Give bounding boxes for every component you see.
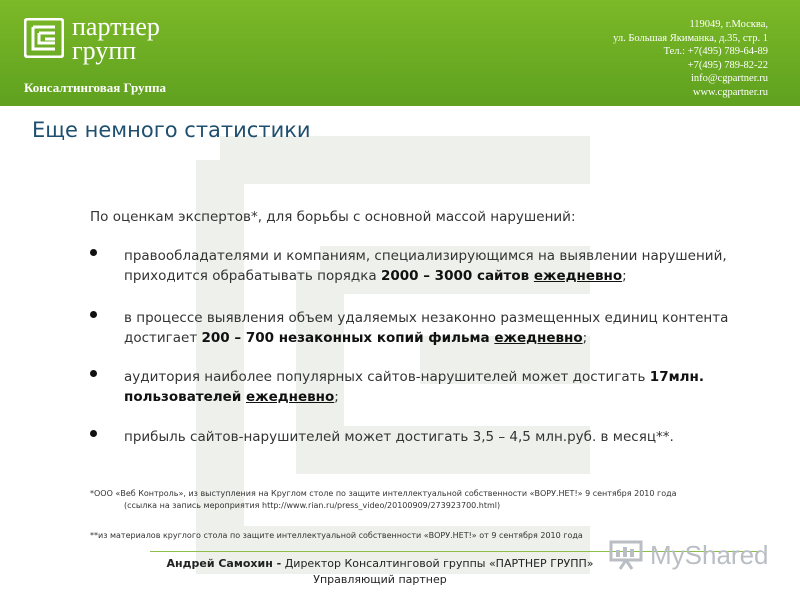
logo-text-line2: групп bbox=[72, 36, 137, 65]
footnote-2: **из материалов круглого стола по защите интеллектуальной собственности «ВОРУ.НЕТ!» от 9 сентября 2010 года bbox=[90, 531, 583, 540]
bullet-text: правообладателями и компаниям, специализирующимся на выявлении нарушений, приходится обрабатывать порядка bbox=[124, 248, 727, 284]
list-item bbox=[90, 427, 730, 447]
contact-phone: +7(495) 789-82-22 bbox=[687, 59, 768, 71]
author-name: Андрей Самохин - bbox=[166, 557, 282, 570]
contact-email[interactable]: info@cgpartner.ru bbox=[690, 73, 768, 84]
list-item bbox=[90, 367, 730, 407]
contact-line: 119049, г.Москва, bbox=[689, 19, 768, 30]
bullet-text: аудитория наиболее популярных сайтов-нарушителей может достигать bbox=[124, 369, 650, 385]
contact-block bbox=[613, 18, 768, 99]
bullet-underline: ежедневно bbox=[245, 389, 335, 405]
bullet-icon bbox=[90, 311, 97, 318]
author-block bbox=[150, 556, 610, 588]
contact-line: ул. Большая Якиманка, д.35, стр. 1 bbox=[613, 32, 768, 44]
bullet-text: прибыль сайтов-нарушителей может достигать 3,5 – 4,5 млн.руб. в месяц**. bbox=[124, 429, 674, 445]
bullet-underline: ежедневно bbox=[494, 330, 583, 346]
presentation-icon bbox=[608, 538, 644, 570]
bullet-tail: ; bbox=[334, 389, 339, 405]
contact-phone: Тел.: +7(495) 789-64-89 bbox=[663, 46, 768, 57]
bullet-list bbox=[90, 246, 730, 447]
myshared-watermark bbox=[608, 538, 768, 572]
author-role-line2: Управляющий партнер bbox=[313, 573, 447, 586]
partner-group-logo-icon bbox=[24, 18, 64, 58]
footnote-1-link[interactable]: (ссылка на запись мероприятия http://www.rian.ru/press_video/20100909/273923700.html) bbox=[124, 501, 501, 510]
logo-text-line1: партнер bbox=[72, 12, 160, 41]
list-item bbox=[90, 246, 730, 286]
bullet-tail: ; bbox=[582, 330, 588, 346]
footnote-1 bbox=[90, 488, 677, 512]
bullet-underline: ежедневно bbox=[533, 268, 623, 284]
intro-text: По оценкам экспертов*, для борьбы с основной массой нарушений: bbox=[90, 209, 576, 225]
contact-website[interactable]: www.cgpartner.ru bbox=[692, 86, 768, 98]
bullet-bold: 17млн. пользователей bbox=[124, 369, 704, 405]
footnote-1-line1: *ООО «Веб Контроль», из выступления на Круглом столе по защите интеллектуальной собственности «ВОРУ.НЕТ!» 9 сентября 2010 года bbox=[90, 489, 677, 498]
list-item bbox=[90, 308, 730, 348]
header-banner bbox=[0, 0, 800, 106]
bullet-bold: 200 – 700 незаконных копий фильма bbox=[201, 330, 495, 346]
bullet-tail: ; bbox=[622, 268, 627, 284]
bullet-bold: 2000 – 3000 сайтов bbox=[380, 268, 534, 284]
slide-title: Еще немного статистики bbox=[32, 118, 311, 142]
myshared-text: MyShared bbox=[650, 540, 769, 570]
bullet-icon bbox=[90, 430, 97, 437]
logo-subtitle: Консалтинговая Группа bbox=[24, 80, 167, 95]
bullet-icon bbox=[90, 370, 97, 377]
author-role: Директор Консалтинговой группы «ПАРТНЕР ГРУПП» bbox=[281, 557, 594, 570]
bullet-icon bbox=[90, 249, 97, 256]
bullet-text: в процессе выявления объем удаляемых незаконно размещенных единиц контента достигает bbox=[124, 310, 729, 346]
